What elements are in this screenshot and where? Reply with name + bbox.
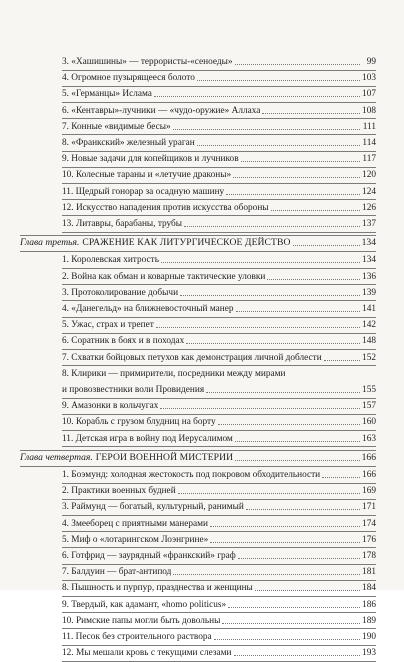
- page-number: 103: [362, 73, 376, 84]
- page-number: 137: [362, 219, 376, 229]
- page-number: 134: [361, 237, 376, 249]
- page-number: 166: [362, 470, 376, 480]
- divider-line: [62, 118, 376, 119]
- entry-title: 7. Конные «видимые бесы»: [62, 121, 171, 132]
- entry-title: 5. Ужас, страх и трепет: [62, 320, 154, 331]
- dot-leader: [293, 245, 360, 246]
- divider-line: [62, 86, 376, 87]
- page-number: 134: [362, 255, 376, 266]
- divider-line: [62, 612, 376, 613]
- entry-title: 7. Схватки бойцовых петухов как демонстрация личной доблести: [62, 352, 322, 363]
- divider-line: [62, 232, 376, 233]
- page-number: 142: [362, 320, 376, 331]
- toc-entry[interactable]: [62, 202, 376, 214]
- divider-line: [62, 398, 376, 399]
- page-number: 139: [362, 287, 376, 298]
- entry-title: 2. Война как обман и коварные тактические уловки: [62, 271, 266, 282]
- divider-line: [62, 284, 376, 285]
- page-number: 190: [362, 632, 376, 642]
- divider-line: [62, 134, 376, 135]
- toc-entry[interactable]: [62, 615, 376, 627]
- toc-entry[interactable]: [62, 303, 376, 315]
- entry-title: 11. Детская игра в войну под Иерусалимом: [62, 433, 233, 444]
- entry-title: 6. Соратник в боях и в походах: [62, 336, 185, 347]
- toc-entry[interactable]: [62, 218, 376, 230]
- chapter-heading[interactable]: [20, 237, 376, 249]
- dot-leader: [210, 542, 360, 543]
- dot-leader: [246, 509, 360, 510]
- dot-leader: [234, 655, 360, 656]
- entry-title: 10. Корабль с грузом блудниц на борту: [62, 417, 216, 428]
- dot-leader: [160, 408, 360, 409]
- dot-leader: [262, 113, 360, 114]
- page-number: 111: [362, 121, 376, 132]
- chapter-heading[interactable]: [20, 452, 376, 464]
- divider-line: [62, 564, 376, 565]
- entry-title: 11. Щедрый гонорар за осадную машину: [62, 186, 225, 197]
- toc-entry[interactable]: [62, 647, 376, 659]
- page-number: 124: [362, 186, 376, 197]
- dot-leader: [324, 360, 360, 361]
- divider-line: [20, 466, 376, 467]
- toc-entry[interactable]: [62, 469, 376, 481]
- page-number: 160: [362, 417, 376, 428]
- entry-title: 12. Искусство нападения против искусства обороны: [62, 202, 269, 213]
- divider-line: [20, 450, 376, 451]
- divider-line: [62, 446, 376, 447]
- toc-entry[interactable]: [62, 582, 376, 594]
- page-number: 193: [362, 648, 376, 659]
- toc-entry[interactable]: [62, 352, 376, 364]
- divider-line: [62, 167, 376, 168]
- dot-leader: [228, 607, 360, 608]
- entry-title: 3. Протоколирование добычи: [62, 287, 179, 298]
- entry-title: 3. Раймунд — богатый, культурный, ранимый: [62, 502, 244, 513]
- toc-entry[interactable]: [62, 534, 376, 546]
- page-number: 117: [362, 154, 376, 165]
- dot-leader: [236, 311, 360, 312]
- toc-entry[interactable]: [62, 121, 376, 133]
- divider-line: [62, 317, 376, 318]
- toc-entry[interactable]: [62, 56, 376, 68]
- toc-entry[interactable]: [62, 368, 376, 380]
- dot-leader: [235, 64, 360, 65]
- page-number: 184: [362, 583, 376, 594]
- page-number: 171: [362, 502, 376, 513]
- entry-title: 9. Амазонки в кольчугах: [62, 401, 159, 412]
- chapter-title: СРАЖЕНИЕ КАК ЛИТУРГИЧЕСКОЕ ДЕЙСТВО: [82, 237, 291, 249]
- entry-title: 12. Мы мешали кровь с текущими слезами: [62, 648, 232, 659]
- entry-title: и провозвестники воли Провидения: [62, 385, 205, 395]
- entry-title: 4. Огромное пузырящееся болото: [62, 73, 195, 84]
- entry-title: 5. «Германцы» Ислама: [62, 89, 152, 100]
- divider-line: [62, 183, 376, 184]
- dot-leader: [180, 295, 360, 296]
- entry-title: 13. Литавры, барабаны, трубы: [62, 219, 183, 229]
- toc-entry[interactable]: [62, 518, 376, 530]
- page-number: 141: [362, 304, 376, 314]
- page-number: 169: [362, 486, 376, 497]
- entry-title: 10. Римские папы могли быть довольны: [62, 615, 221, 626]
- toc-entry[interactable]: [62, 400, 376, 412]
- toc-entry[interactable]: [62, 566, 376, 578]
- dot-leader: [267, 279, 360, 280]
- entry-title: 3. «Хашишины» — террористы-«сеноеды»: [62, 57, 233, 67]
- page-number: 157: [362, 401, 376, 412]
- page-number: 136: [362, 271, 376, 282]
- dot-leader: [197, 145, 360, 146]
- dot-leader: [154, 96, 360, 97]
- dot-leader: [226, 194, 360, 195]
- page-number: 174: [362, 518, 376, 529]
- entry-title: 9. Твердый, как адамант, «homo politicus»: [62, 599, 227, 610]
- entry-title: 7. Балдуин — брат-антипод: [62, 567, 172, 578]
- toc-entry[interactable]: [62, 550, 376, 562]
- toc-entry[interactable]: [62, 254, 376, 266]
- page-number: 108: [362, 105, 376, 116]
- dot-leader: [184, 226, 360, 227]
- toc-entry[interactable]: [62, 335, 376, 347]
- toc-entry[interactable]: [62, 501, 376, 513]
- dot-leader: [156, 327, 360, 328]
- dot-leader: [210, 526, 360, 527]
- dot-leader: [178, 493, 360, 494]
- divider-line: [62, 515, 376, 516]
- entry-title: 8. «Франкский» железный ураган: [62, 138, 195, 148]
- divider-line: [20, 251, 376, 252]
- entry-title: 2. Практики военных будней: [62, 486, 176, 497]
- toc-entry[interactable]: [62, 105, 376, 117]
- divider-line: [62, 151, 376, 152]
- divider-line: [62, 199, 376, 200]
- divider-line: [62, 414, 376, 415]
- divider-line: [62, 268, 376, 269]
- page-number: 148: [362, 336, 376, 347]
- page-number: 189: [362, 615, 376, 626]
- entry-title: 4. Змееборец с приятными манерами: [62, 518, 209, 529]
- toc-entry[interactable]: [62, 319, 376, 331]
- toc-entry[interactable]: [62, 631, 376, 643]
- dot-leader: [197, 80, 360, 81]
- divider-line: [62, 645, 376, 646]
- dot-leader: [218, 424, 360, 425]
- toc-entry[interactable]: [62, 271, 376, 283]
- page-number: 166: [361, 451, 376, 463]
- divider-line: [62, 596, 376, 597]
- dot-leader: [173, 129, 360, 130]
- entry-title: 10. Колесные тараны и «летучие драконы»: [62, 170, 232, 181]
- divider-line: [62, 365, 376, 366]
- entry-title: 5. Миф о «лотарингском Лоэнгрине»: [62, 534, 209, 545]
- divider-line: [62, 547, 376, 548]
- dot-leader: [235, 441, 360, 442]
- divider-line: [62, 300, 376, 301]
- divider-line: [62, 628, 376, 629]
- dot-leader: [186, 343, 360, 344]
- entry-title: 1. Королевская хитрость: [62, 255, 159, 266]
- dot-leader: [271, 210, 360, 211]
- divider-line: [62, 349, 376, 350]
- entry-title: 1. Боэмунд: холодная жестокость под покровом обходительности: [62, 470, 321, 480]
- page-number: 107: [362, 89, 376, 100]
- page-number: 114: [362, 138, 376, 148]
- entry-title: 9. Новые задачи для копейщиков и лучников: [62, 154, 239, 165]
- toc-entry[interactable]: [62, 137, 376, 149]
- divider-line: [62, 333, 376, 334]
- divider-line: [62, 531, 376, 532]
- page-number: 99: [366, 57, 376, 67]
- toc-entry[interactable]: [62, 88, 376, 100]
- toc-entry[interactable]: [62, 599, 376, 611]
- dot-leader: [241, 161, 360, 162]
- dot-leader: [173, 574, 360, 575]
- divider-line: [62, 70, 376, 71]
- page-number: 186: [362, 599, 376, 610]
- toc-entry[interactable]: [62, 416, 376, 428]
- toc-entry[interactable]: [62, 287, 376, 299]
- dot-leader: [233, 177, 360, 178]
- entry-title: 6. «Кентавры»-лучники — «чудо-оружие» Аллаха: [62, 105, 261, 116]
- entry-title: 11. Песок без строительного раствора: [62, 632, 212, 642]
- page-number: 126: [362, 202, 376, 213]
- toc-entry[interactable]: [62, 186, 376, 198]
- page-number: 181: [362, 567, 376, 578]
- page-number: 176: [362, 534, 376, 545]
- dot-leader: [161, 262, 360, 263]
- page-number: 155: [362, 385, 376, 395]
- toc-entry[interactable]: [62, 169, 376, 181]
- divider-line: [62, 430, 376, 431]
- dot-leader: [238, 558, 360, 559]
- dot-leader: [222, 623, 360, 624]
- toc-entry[interactable]: [62, 153, 376, 165]
- toc-entry[interactable]: [62, 433, 376, 445]
- page-number: 178: [362, 551, 376, 561]
- chapter-label: Глава четвертая.: [20, 451, 93, 463]
- dot-leader: [235, 460, 359, 461]
- chapter-title: ГЕРОИ ВОЕННОЙ МИСТЕРИИ: [95, 451, 234, 463]
- divider-line: [62, 499, 376, 500]
- page-number: 120: [362, 170, 376, 181]
- toc-entry[interactable]: [62, 72, 376, 84]
- divider-line: [62, 483, 376, 484]
- dot-leader: [255, 590, 360, 591]
- entry-title: 8. Пышность и пурпур, празднества и женщины: [62, 583, 253, 594]
- dot-leader: [322, 477, 360, 478]
- entry-title: 4. «Данегельд» на ближневосточный манер: [62, 304, 234, 314]
- divider-line: [62, 102, 376, 103]
- page-number: 163: [362, 433, 376, 444]
- entry-title: 6. Готфрид — заурядный «франкский» граф: [62, 551, 236, 561]
- entry-title: 8. Клирики — примирители, посредники между мирами: [62, 368, 286, 379]
- chapter-label: Глава третья.: [20, 237, 80, 249]
- toc-entry[interactable]: [62, 485, 376, 497]
- page-number: 152: [362, 352, 376, 363]
- divider-line: [62, 215, 376, 216]
- dot-leader: [214, 639, 360, 640]
- dot-leader: [206, 392, 360, 393]
- toc-entry[interactable]: [62, 384, 376, 396]
- divider-line: [62, 580, 376, 581]
